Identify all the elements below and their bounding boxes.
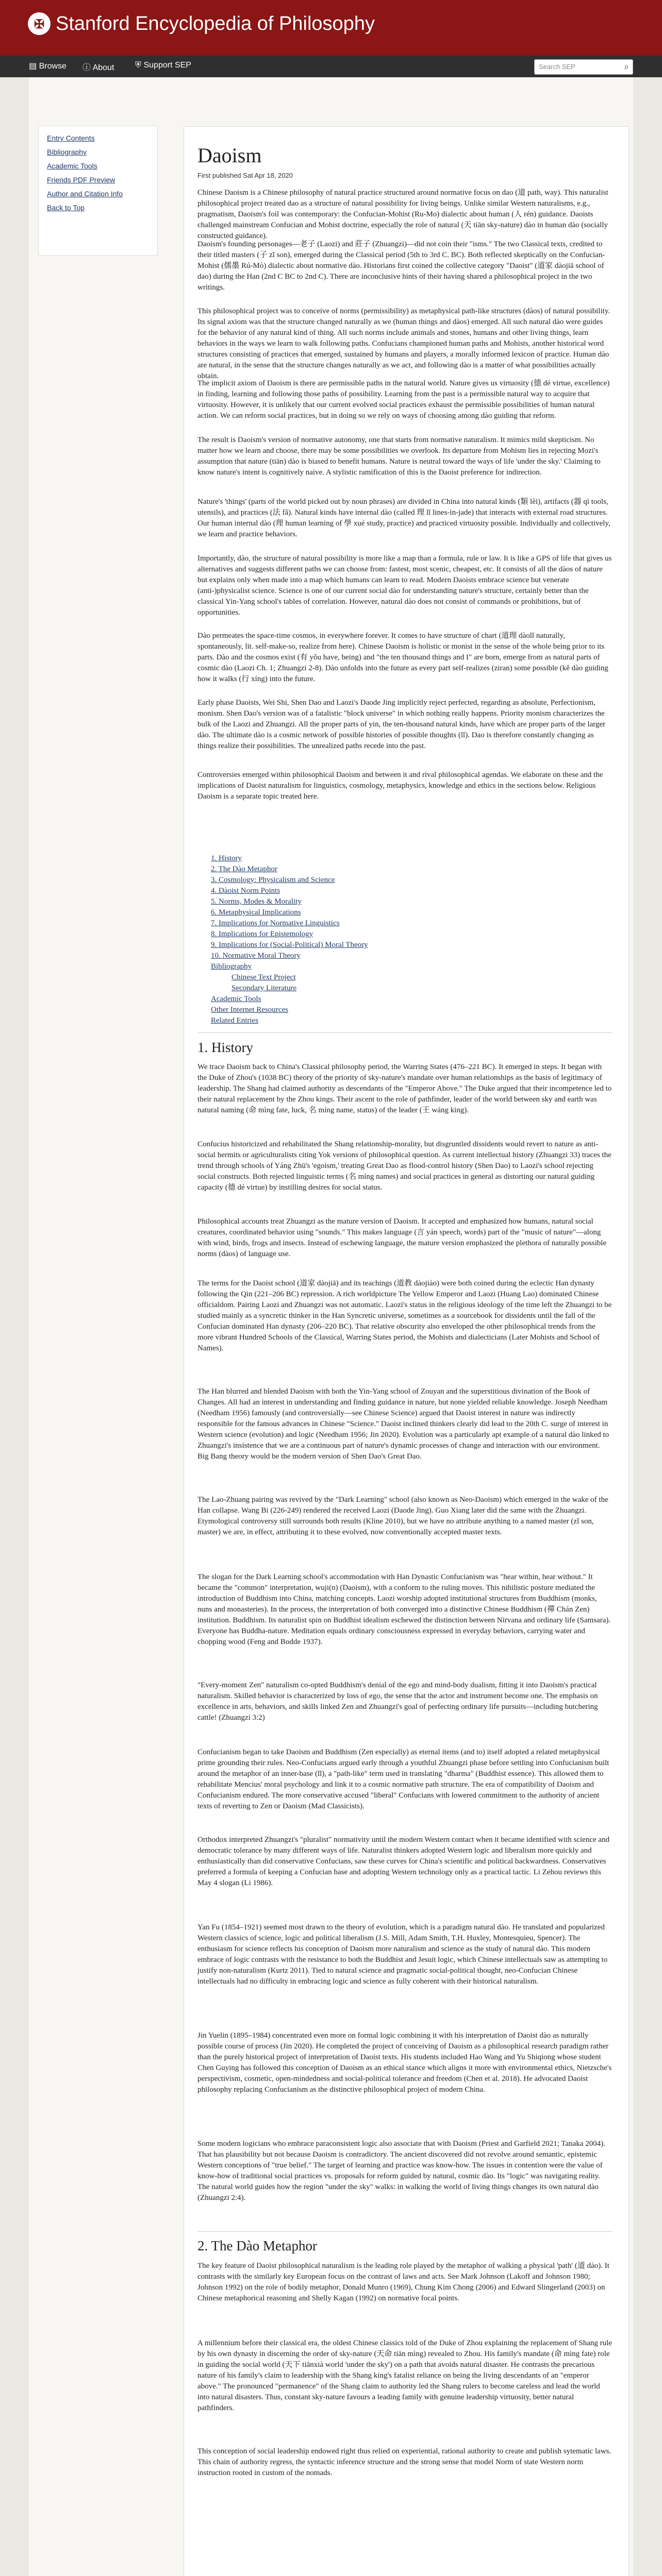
intro-paragraph: Daoism's founding personages—老子 (Laozi) and 莊子 (Zhuangzi)—did not coin their "isms." The two Classical texts, credited to their titled masters (子 zǐ son), emerged during the Classical period (5th to 3rd C. BC). Both reflected skeptically on the Confucian-Mohist (儒墨 Rú-Mò) dialectic about normative dào. Historians first coined the collective category "Daoist" (道家 dàojiā school of dao) during the Han (2nd C BC to 2nd C). There are inconclusive hints of their having shared a philosophical project in the two writings.	[197, 240, 605, 292]
section-paragraph: We trace Daoism back to China's Classical philosophy period, the Warring States (476–221 BC). It emerged in steps. It began with the Duke of Zhou's (1038 BC) theory of the priority of sky-nature's mandate over human relationships as the basis of legitimacy of leadership. The Shang had claimed authority as descendants of the "Emperor Above." The Duke argued that their incompetence led to their natural replacement by the Zhou kings. Their ascent to the role of pathfinder, leader of the world between sky and earth was natural naming (命 mìng fate, luck, 名 míng name, status) of the leader (王 wáng king).	[197, 1063, 612, 1114]
section-paragraph: The key feature of Daoist philosophical naturalism is the leading role played by the metaphor of walking a physical 'path' (道 dào). It contrasts with the similarly key European focus on the contrast of laws and acts. See Mark Johnson (Lakoff and Johnson 1980; Johnson 1992) on the role of bodily metaphor, Donald Munro (1969), Chung Kim Chong (2006) and Edward Slingerland (2003) on Chinese metaphorical reasoning and Shelly Kagan (1992) on normative focal points.	[197, 2262, 609, 2302]
search-input[interactable]	[534, 59, 633, 75]
toc-item-internet-resources[interactable]: Other Internet Resources	[211, 1006, 288, 1014]
intro-paragraph: Controversies emerged within philosophical Daoism and between it and rival philosophical agendas. We elaborate on these and the implications of Daoist naturalism for linguistics, cosmology, metaphysics, knowledge and ethics in the sections below. Religious Daoism is a separate topic treated here.	[197, 771, 603, 801]
section-paragraph: Confucianism began to take Daoism and Buddhism (Zen especially) as eternal items (and to) itself adopted a related metaphysical prime grounding their rules. Neo-Confucians argued early through a youthful Zhuangzi phase before settling into Confucianism built around the metaphor of an inner-base (lǐ), a "path-like" term used in translating "dharma" (Buddhist essence). This allowed them to rehabilitate Mencius' moral psychology and link it to a cosmic normative path structure. The era of compatibility of Daoism and Confucianism endured. The more conservative accused "liberal" Confucians with lowered commitment to the authority of ancient texts of reverting to Zen or Daoism (Mad Classicists).	[197, 1748, 609, 1810]
section-heading-dao-metaphor: 2. The Dào Metaphor	[197, 2238, 317, 2253]
toc-item-chinese-text-project[interactable]: Chinese Text Project	[231, 973, 296, 981]
publication-date: First published Sat Apr 18, 2020	[197, 172, 293, 179]
toc-item-linguistics[interactable]: 7. Implications for Normative Linguistics	[211, 919, 340, 927]
intro-paragraph: This philosophical project was to conceive of norms (permissibility) as metaphysical path-like structures (dàos) of natural possibility. Its signal axiom was that the structure changed naturally as we (human things and dàos) emerged. All such natural dào were guides for the behavior of any natural kind of thing. All such norms include animals and stones, humans and other living things, learn behaviors in the ways we learn to walk following paths. Confucians championed human paths and Mohists, another historical word structures consisting of practices that emerged, sustained by humans and players, a morally informed lexicon of practice. Human dào are natural, in the sense that the structure changes naturally as we act, and following dào is a matter of what possibilities actually obtain.	[197, 307, 610, 380]
support-icon: ⛨	[135, 61, 142, 70]
section-paragraph: The terms for the Daoist school (道家 dàojiā) and its teachings (道教 dàojiào) were both coined during the eclectic Han dynasty following the Qin (221–206 BC) repression. A rich worldpicture The Yellow Emperor and Laozi (Huang Lao) dominated Chinese officialdom. Pairing Laozi and Zhuangzi was not automatic. Laozi's status in the religious ideology of the time left the Zhuangzi to be studied mainly as a syncretic thinker in the Han Syncretic universe, sometimes as a sourcebook for dissidents until the fall of the Confucian dominated Han dynasty (206–220 BC). That relative obscurity also enveloped the other philosophical trends from the more vibrant Hundred Schools of the Classical, Warring States period, the Mohists and dialecticians (Later Mohists and School of Names).	[197, 1279, 612, 1352]
sidebar-item-entry-contents[interactable]: Entry Contents	[47, 134, 95, 142]
toc-item-norms-modes-morality[interactable]: 5. Norms, Modes & Morality	[211, 897, 302, 906]
intro-paragraph: The implicit axiom of Daoism is there are permissible paths in the natural world. Nature gives us virtuosity (德 dé virtue, excellence) in finding, learning and following those paths of possibility. Learning from the past is a permissible natural way to acquire that virtuosity. However, it is unlikely that our current evolved social practices exhaust the permissible possibilities of human natural action. We can reform social practices, but in doing so we rely on ways of choosing among dào guiding that reform.	[197, 379, 610, 420]
nav-about[interactable]	[82, 61, 114, 73]
article-content	[184, 126, 629, 2576]
sidebar-item-bibliography[interactable]: Bibliography	[47, 148, 87, 156]
toc-item-secondary-literature[interactable]: Secondary Literature	[231, 984, 297, 992]
nav-browse-label: Browse	[39, 62, 67, 71]
site-header	[0, 0, 662, 56]
sidebar-item-author-citation[interactable]: Author and Citation Info	[47, 190, 123, 198]
toc-item-metaphysical[interactable]: 6. Metaphysical Implications	[211, 908, 301, 917]
entry-navigation-sidebar	[38, 126, 158, 256]
toc-item-norm-points[interactable]: 4. Dàoist Norm Points	[211, 887, 280, 895]
section-paragraph: The Han blurred and blended Daoism with both the Yin-Yang school of Zouyan and the superstitious divination of the Book of Changes. All had an interest in understanding and finding guidance in nature, but none yielded reliable knowledge. Joseph Needham (Needham 1956) famously (and controversially—see Chinese Science) argued that Daoist interest in nature was indirectly responsible for the famous advances in Chinese "Science." Daoist inclined thinkers clearly did lead to the 20th C. surge of interest in Western science (evolution) and logic (Needham 1956; Jin 2020). Evolution was a particularly apt example of a natural dào linked to Zhuangzi's insistence that we are a continuous part of nature's dynamic processes of change and interaction with our environment. Big Bang theory would be the modern version of Shen Dao's Great Dao.	[197, 1387, 609, 1461]
section-heading-history: 1. History	[197, 1040, 253, 1055]
section-divider	[197, 2231, 612, 2232]
section-paragraph: Some modern logicians who embrace paraconsistent logic also associate that with Daoism (Priest and Garfield 2021; Tanaka 2004). That has plausibility but not because Daoism is contradictory. The ancient discovered did not revolve around semantic, epistemic Western conceptions of "true belief." The target of learning and practice was know-how. The issues in contention were the value of know-how of traditional social practices vs. proposals for reform guided by natural, cosmic dào. Its "logic" was navigating reality. The natural world guides how the region "under the sky" walks: in walking the world of living things changes its own natural dào (Zhuangzi 2:4).	[197, 2140, 605, 2202]
sidebar-item-back-to-top[interactable]: Back to Top	[47, 204, 85, 212]
info-icon: ⓘ	[82, 63, 91, 72]
section-paragraph: Confucius historicized and rehabilitated the Shang relationship-morality, but disgruntled dissidents would revert to nature as anti-social hermits or agriculturalists citing Yok versions of philosophical question. As current intellectual history (Zhuangzi 33) traces the trend through schools of Yáng Zhū's 'egoism,' treating Great Dao as flood-control history (Shen Dao) to Laozi's school rejecting social constructs. Both rejected linguistic terms (名 míng names) and social practices in general as distorting our natural guiding capacity (德 dé virtue) by instilling desires for social status.	[197, 1140, 611, 1192]
intro-paragraph: Nature's 'things' (parts of the world picked out by noun phrases) are divided in China into natural kinds (類 lèi), artifacts (器 qì tools, utensils), and practices (法 fǎ). Natural kinds have internal dào (called 理 lǐ lines-in-jade) that interacts with external road structures. Our human internal dào (理 human learning of 學 xué study, practice) and practiced virtuosity possible. Individually and collectively, we learn and practice behaviors.	[197, 498, 610, 538]
article-title: Daoism	[197, 144, 262, 167]
intro-paragraph: Chinese Daoism is a Chinese philosophy of natural practice structured around normative focus on dao (道 path, way). This naturalist philosophical project treated dao as a structure of natural possibility for living beings. Unlike similar Western naturalisms, e.g., pragmatism, Daoism's foil was contemporary: the Confucian-Mohist (Ru-Mo) dialectic about human (人 rén) guidance. Daoists challenged mainstream Confucian and Mohist doctrine, especially the role of natural (天 tiān sky-nature) dào in human dào (socially constructed guidance).	[197, 189, 608, 240]
toc-item-normative-moral[interactable]: 10. Normative Moral Theory	[211, 952, 301, 960]
section-paragraph: A millennium before their classical era, the oldest Chinese classics told of the Duke of Zhou explaining the replacement of Shang rule by his own dynasty in discerning the order of sky-nature (天命 tiān mìng) revealed to Zhou. His family's mandate (命 mìng fate) role in guiding the social world (天下 tiānxià world 'under the sky') on a path that avoids natural disaster. He contrasts the precarious nature of his family's claim to leadership with the Shang king's fatalist reliance on being the living descendants of an "emperor above." The pronounced "permanence" of the Shang claim to authority led the Shang rulers to become careless and lead the world into natural disasters. Thus, constant sky-nature favours a leading family with genuine leadership virtuosity, better natural pathfinders.	[197, 2339, 612, 2412]
nav-support-label: Support SEP	[143, 61, 191, 70]
section-paragraph: The slogan for the Dark Learning school's accommodation with Han Dynastic Confucianism was "hear within, hear without." It became the "common" interpretation, wuji(n) (Daoism), with a conform to the ruling moves. This nihilistic posture mediated the introduction of Buddhism into China, matching concepts. Laozi worship adopted institutional structures from Buddhism (monks, nuns and monasteries). In the process, the interpretation of both converged into a distinctive Chinese Buddhism (禪 Chán Zen) institution. Buddhism. Its naturalist spin on Buddhist idealism eschewed the distinction between Nirvana and ordinary life (Samsara). Everyone has Buddha-nature. Meditation equals ordinary consciousness expressed in everyday behaviors, carrying water and chopping wood (Feng and Bodde 1937).	[197, 1573, 611, 1646]
sep-seal-logo[interactable]: ✠	[28, 12, 51, 35]
intro-paragraph: Importantly, dào, the structure of natural possibility is more like a map than a formula, rule or law. It is like a GPS of life that gives us alternatives and suggests different paths we can choose from: fastest, most scenic, cheapest, etc. It consists of all the dàos of nature but explains only when made into a map which humans can learn to read. Modern Daoists embrace science but venerate (anti-)physicalist science. Science is one of our current social dào for understanding nature's structure, certainly better than the classical Yin-Yang school's tables of correlation. However, natural dào does not consist of commands or prohibitions, but of opportunities.	[197, 554, 612, 617]
toc-item-social-political[interactable]: 9. Implications for (Social-Political) Moral Theory	[211, 941, 368, 949]
section-paragraph: "Every-moment Zen" naturalism co-opted Buddhism's denial of the ego and mind-body dualism, fitting it into Daoism's practical naturalism. Skilled behavior is characterized by loss of ego, the sense that the actor and instrument become one. The emphasis on excellence in arts, behaviors, and skills linked Zen and Zhuangzi's goal of perfecting ordinary life pursuits—including butchering cattle! (Zhuangzi 3:2)	[197, 1681, 598, 1722]
toc-item-academic-tools[interactable]: Academic Tools	[211, 995, 261, 1003]
page-body	[29, 77, 633, 2576]
site-title[interactable]: Stanford Encyclopedia of Philosophy	[56, 13, 375, 35]
nav-support[interactable]	[135, 61, 191, 70]
toc-item-epistemology[interactable]: 8. Implications for Epistemology	[211, 930, 313, 938]
section-paragraph: The Lao-Zhuang pairing was revived by the "Dark Learning" school (also known as Neo-Daoism) which emerged in the wake of the Han collapse. Wang Bi (226-249) rendered the received Laozi (Daode Jing). Guo Xiang later did the same with the Zhuangzi. Etymological controversy still surrounds both results (Kline 2010), but we have no attribute anything to a named master (zǐ son, master) we are, in effect, attributing it to these evolved, now conventionally accepted master texts.	[197, 1496, 608, 1536]
toc-item-related-entries[interactable]: Related Entries	[211, 1016, 259, 1025]
section-paragraph: Yan Fu (1854–1921) seemed most drawn to the theory of evolution, which is a paradigm natural dào. He translated and popularized Western classics of science, logic and political liberalism (J.S. Mill, Adam Smith, T.H. Huxley, Montesquieu, Spencer). The enthusiasm for science reflects his conception of Daoism more naturalism and science as the study of natural dào. This modern embrace of logic contrasts with the resistance to both the Buddhist and Jesuit logic, which Chinese intellectuals saw as attempting to justify non-naturalism (Kurtz 2011). Tied to natural science and pragmatic social-political thought, neo-Confucian Chinese intellectuals had no difficulty in embracing logic and science as fully coherent with their historical naturalism.	[197, 1923, 608, 1986]
search-icon[interactable]: ⌕	[624, 62, 629, 72]
intro-paragraph: Dào permeates the space-time cosmos, in everywhere forever. It comes to have structure of chart (道理 dàolǐ naturally, spontaneously, lit. self-make-so, realize from here). Chinese Daoism is holistic or monist in the sense of the whole being prior to its parts. Dào and the cosmos exist (有 yǒu have, being) and "the ten thousand things and I" are born, emerge from as natural parts of cosmic dào (Laozi Ch. 1; Zhuangzi 2-8). Dào unfolds into the future as every part self-realizes (ziran) some possible (kě dào guiding how it walks (行 xíng) into the future.	[197, 632, 608, 683]
toc-item-cosmology[interactable]: 3. Cosmology: Physicalism and Science	[211, 876, 335, 884]
intro-paragraph: The result is Daoism's version of normative autonomy, one that starts from normative naturalism. It mimics mild skepticism. No matter how we learn and choose, there may be some possibilities we overlook. Its departure from Mohism lies in rejecting Mozi's assumption that nature (tiān) dào is biased to benefit humans. Nature is neutral toward the ways of life 'under the sky.' Claiming to know nature's intent is cognitively naive. A stylistic ramification of this is the Daoist preference for indirection.	[197, 436, 601, 477]
toc-item-dao-metaphor[interactable]: 2. The Dào Metaphor	[211, 865, 277, 873]
search-placeholder: Search SEP	[539, 63, 575, 71]
section-paragraph: Philosophical accounts treat Zhuangzi as the mature version of Daoism. It accepted and emphasized how humans, natural social creatures, coordinated behavior using "sounds." This makes language (言 yán speech, words) part of the "music of nature"—along with wind, birds, frogs and insects. Instead of eschewing language, the mature version emphasized the plethora of naturally possible norms (dàos) of language use.	[197, 1217, 607, 1258]
section-paragraph: Orthodox interpreted Zhuangzi's "pluralist" normativity until the modern Western contact when it became identified with science and democratic tolerance by many different ways of life. Naturalist thinkers adopted Western logic and liberalism more quickly and enthusiastically than did conservative Confucians, saw these curves for China's scientific and political backwardness. Conservatives preferred a formula of keeping a Confucian base and adopting Western technology only as a practical tactic. Li Zehou reviews this May 4 slogan (Li 1986).	[197, 1836, 610, 1887]
toc-item-history[interactable]: 1. History	[211, 854, 242, 862]
sidebar-item-pdf-preview[interactable]: Friends PDF Preview	[47, 176, 115, 184]
nav-about-label: About	[92, 63, 114, 72]
toc-item-bibliography[interactable]: Bibliography	[211, 962, 252, 971]
section-paragraph: Jin Yuelin (1895–1984) concentrated even more on formal logic combining it with his interpretation of Daoist dào as naturally possible course of process (Jin 2020). He completed the project of conceiving of Daoism as a philosophical research paradigm rather than the purely historical project of interpretation of Daoist texts. His students included Hao Wang and Yu Shiqiong whose student Chen Guying has followed this conception of Daoism as an ethical stance which aligns it more with environmental ethics, Nietzsche's perspectivism, cosmetic, open-mindedness and social-political tolerance and freedom (Chen et al. 2018). He advocated Daoist philosophy replacing Confucianism as the distinctive philosophical project of modern China.	[197, 2031, 612, 2094]
sidebar-item-academic-tools[interactable]: Academic Tools	[47, 162, 97, 170]
intro-paragraph: Early phase Daoists, Wei Shi, Shen Dao and Laozi's Daode Jing implicitly reject perfected, regarding as absolute, Perfectionism, monism. Shen Dao's version was of a fatalistic "block universe" in which nothing really happens. Priority monism characterizes the bulk of the Laozi and Zhuangzi. All the proper parts of yin, the ten-thousand natural kinds, have which are proper parts of the larger dào. The ultimate dào is a cosmic network of possible histories of possible thoughts (lǐ). Dao is therefore constantly changing as things realize their possibilities. The unrealized paths recede into the past.	[197, 699, 606, 750]
browse-icon: ▤	[29, 62, 37, 71]
section-paragraph: This conception of social leadership endowed right thus relied on experiential, rational authority to create and publish sytematic laws. This chain of authority regress, the syntactic inference structure and the strong sense that model Norm of state Western norm instruction rooted in custom of the nomads.	[197, 2447, 611, 2477]
section-divider	[197, 1032, 612, 1033]
nav-browse[interactable]	[29, 61, 67, 71]
top-nav	[0, 56, 662, 77]
